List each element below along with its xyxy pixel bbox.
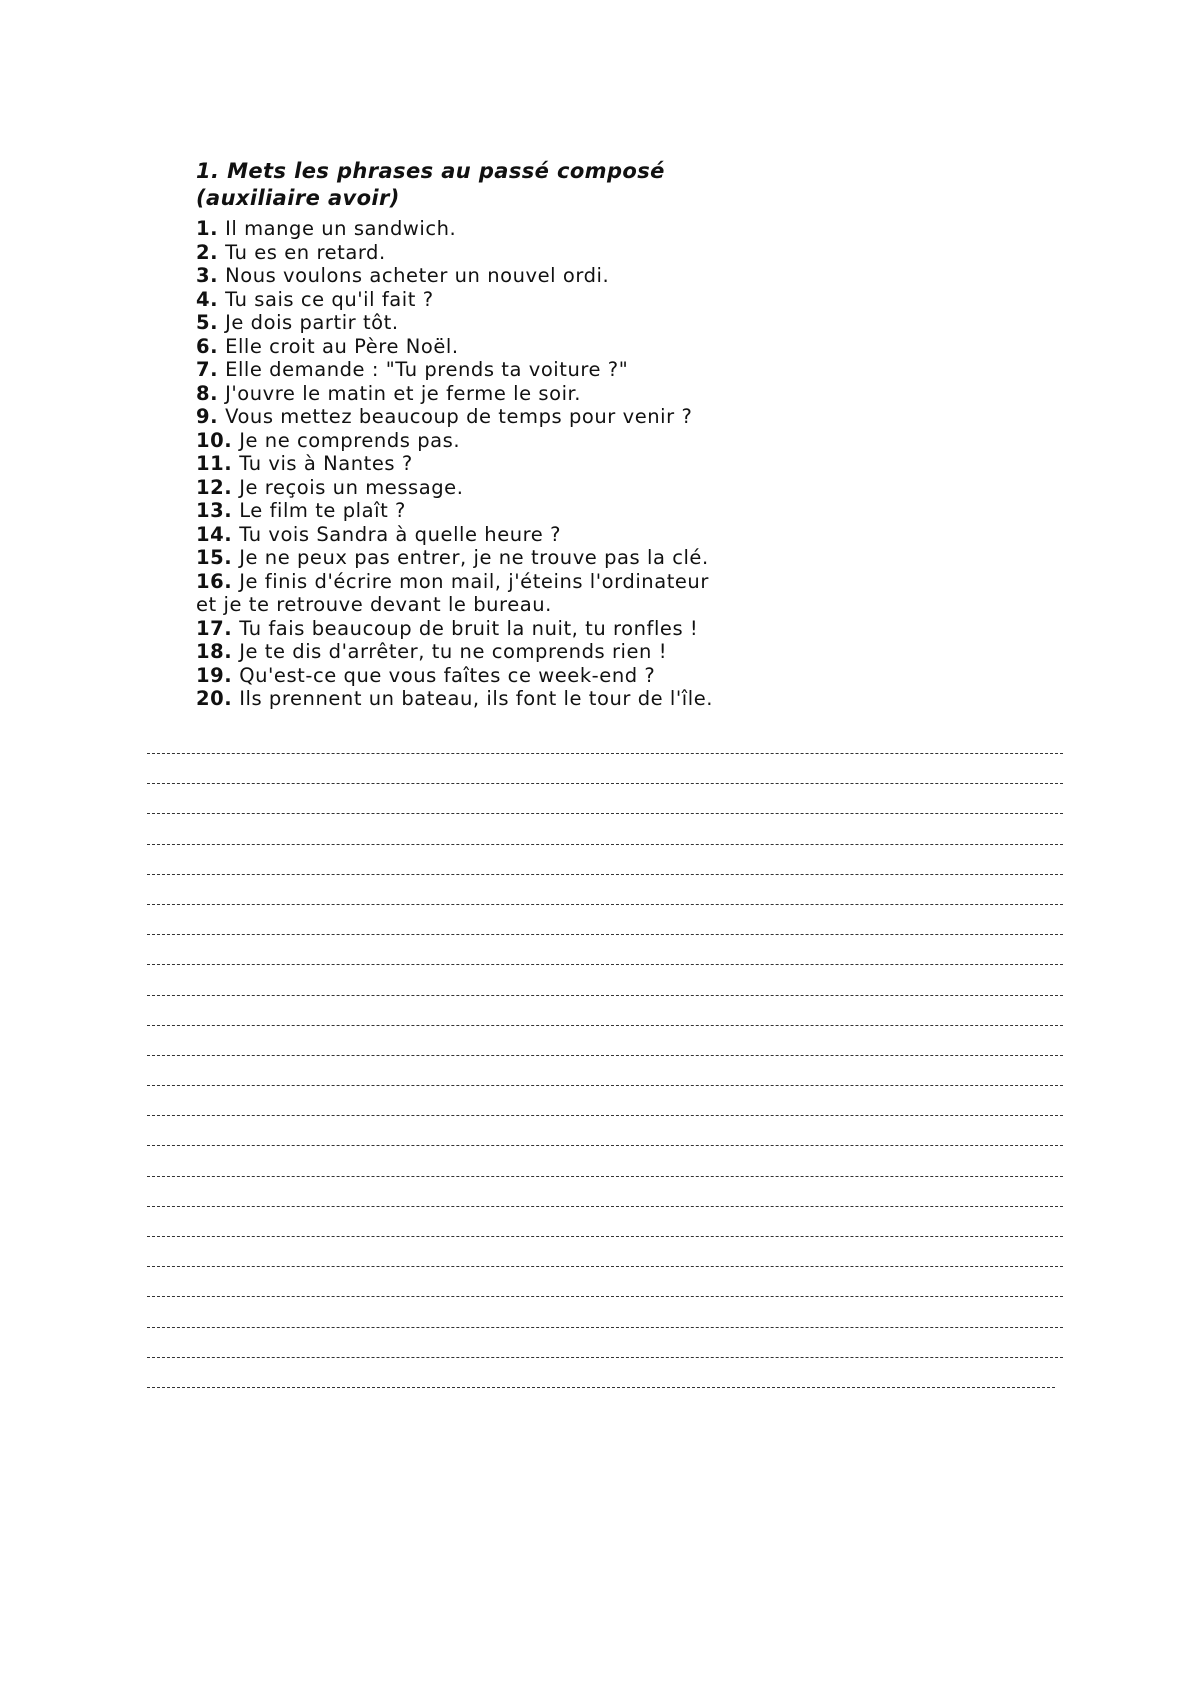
sentence-number: 11. [196, 452, 233, 475]
sentence-number: 10. [196, 428, 233, 452]
sentence-number: 1. [196, 217, 219, 240]
sentence-item-1 [196, 217, 916, 241]
answer-line [147, 798, 1063, 814]
answer-line [147, 1251, 1063, 1267]
sentence-item-4 [196, 288, 916, 312]
sentence-item-15 [196, 546, 916, 570]
sentence-number: 19. [196, 663, 233, 687]
sentence-text: Elle demande : "Tu prends ta voiture ?" [225, 358, 629, 381]
answer-line [147, 1130, 1063, 1146]
sentence-text: Je reçois un message. [239, 475, 464, 499]
sentence-text: Tu sais ce qu'il fait ? [225, 287, 434, 311]
sentence-text-continuation: et je te retrouve devant le bureau. [196, 593, 552, 616]
answer-line [147, 829, 1063, 845]
sentence-text: J'ouvre le matin et je ferme le soir. [225, 381, 582, 405]
sentence-number: 7. [196, 358, 219, 381]
answer-line [147, 1070, 1063, 1086]
sentence-number: 8. [196, 381, 219, 405]
sentence-text: Je dois partir tôt. [225, 311, 399, 334]
sentence-item-2 [196, 241, 916, 265]
sentence-number: 4. [196, 287, 219, 311]
sentence-text: Tu vois Sandra à quelle heure ? [239, 522, 561, 546]
sentence-item-11 [196, 452, 916, 476]
answer-line [147, 1372, 1055, 1388]
sentence-number: 6. [196, 334, 219, 358]
sentence-number: 3. [196, 264, 219, 287]
answer-line [147, 738, 1063, 754]
answer-lines [147, 738, 1063, 1402]
answer-line [147, 919, 1063, 935]
exercise-title-line-2: (auxiliaire avoir) [196, 186, 400, 210]
answer-line [147, 1312, 1063, 1328]
sentence-number: 15. [196, 546, 233, 569]
sentence-text: Tu es en retard. [225, 240, 386, 264]
sentence-item-7 [196, 358, 916, 382]
answer-line [147, 1100, 1063, 1116]
exercise-title [196, 158, 916, 212]
sentence-text: Vous mettez beaucoup de temps pour venir ? [225, 405, 693, 428]
answer-line [147, 949, 1063, 965]
sentence-number: 18. [196, 640, 233, 663]
sentence-item-12 [196, 476, 916, 500]
sentence-text: Je ne peux pas entrer, je ne trouve pas la clé. [239, 546, 709, 569]
sentence-text: Je ne comprends pas. [239, 428, 461, 452]
sentence-text: Tu fais beaucoup de bruit la nuit, tu ronfles ! [239, 616, 699, 640]
sentence-item-9 [196, 405, 916, 429]
sentence-item-14 [196, 523, 916, 547]
sentence-number: 13. [196, 499, 233, 522]
answer-line [147, 889, 1063, 905]
sentence-item-17 [196, 617, 916, 641]
answer-line [147, 1221, 1063, 1237]
exercise-title-line-1: 1. Mets les phrases au passé composé [196, 159, 665, 183]
sentence-item-10 [196, 429, 916, 453]
sentence-number: 20. [196, 687, 233, 710]
answer-line [147, 1191, 1063, 1207]
sentence-number: 17. [196, 616, 233, 640]
sentence-number: 9. [196, 405, 219, 428]
sentence-number: 16. [196, 569, 233, 593]
sentence-text: Il mange un sandwich. [225, 217, 457, 240]
sentence-text: Je te dis d'arrêter, tu ne comprends rien ! [239, 640, 668, 663]
sentence-text: Qu'est-ce que vous faîtes ce week-end ? [239, 663, 656, 687]
answer-line [147, 859, 1063, 875]
sentence-item-16 [196, 570, 916, 617]
answer-line [147, 1040, 1063, 1056]
sentence-item-18 [196, 640, 916, 664]
answer-line [147, 1161, 1063, 1177]
sentence-number: 14. [196, 522, 233, 546]
answer-line [147, 1281, 1063, 1297]
sentence-item-3 [196, 264, 916, 288]
sentence-item-19 [196, 664, 916, 688]
answer-line [147, 768, 1063, 784]
answer-line [147, 1010, 1063, 1026]
sentence-text: Le film te plaît ? [239, 499, 406, 522]
sentence-number: 5. [196, 311, 219, 334]
sentence-text: Ils prennent un bateau, ils font le tour de l'île. [239, 687, 714, 710]
answer-line [147, 1342, 1063, 1358]
sentence-number: 12. [196, 475, 233, 499]
sentence-text: Je finis d'écrire mon mail, j'éteins l'ordinateur [239, 569, 709, 593]
sentence-item-20 [196, 687, 916, 711]
sentence-item-6 [196, 335, 916, 359]
sentence-text: Tu vis à Nantes ? [239, 452, 413, 475]
sentence-text: Nous voulons acheter un nouvel ordi. [225, 264, 610, 287]
sentence-number: 2. [196, 240, 219, 264]
sentence-text: Elle croit au Père Noël. [225, 334, 459, 358]
sentence-list [196, 217, 916, 711]
answer-line [147, 980, 1063, 996]
sentence-item-5 [196, 311, 916, 335]
sentence-item-8 [196, 382, 916, 406]
sentence-item-13 [196, 499, 916, 523]
exercise-block [196, 158, 916, 711]
